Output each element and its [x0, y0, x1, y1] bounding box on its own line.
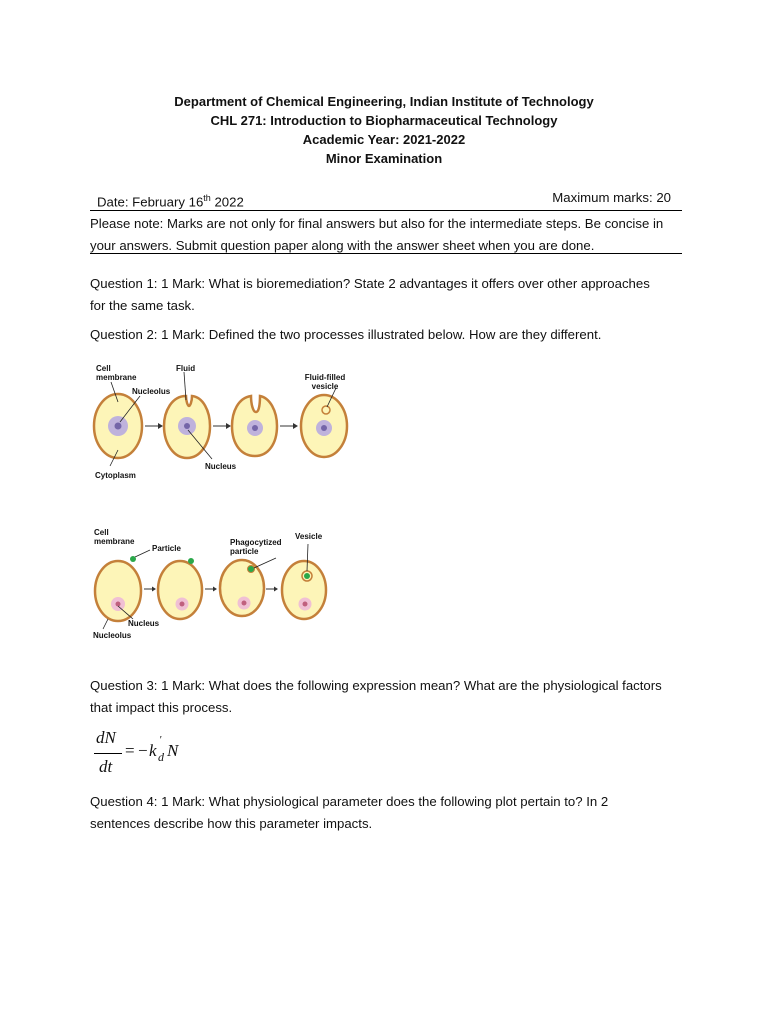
arrowhead-2 [213, 587, 217, 592]
nucleolus-4 [321, 425, 327, 431]
arrowhead-3 [293, 423, 298, 429]
nucleolus-3 [242, 601, 247, 606]
cell-1 [95, 561, 141, 621]
label-fluid-filled: Fluid-filled [304, 373, 346, 382]
nucleolus-1 [115, 423, 122, 430]
particle-3 [248, 566, 255, 573]
date-year: 2022 [210, 194, 244, 210]
label-nucleus-1: Nucleus [205, 462, 237, 471]
nucleolus-4 [303, 602, 308, 607]
particle-2 [188, 558, 194, 564]
fraction-bar [94, 753, 122, 754]
question-4: Question 4: 1 Mark: What physiological parameter does the following plot pertain to? In 2 sentences describe how this parameter impacts. [90, 794, 609, 831]
fluid-vesicle [322, 406, 330, 414]
cell-2 [158, 561, 202, 619]
nucleolus-2 [180, 602, 185, 607]
figure-pinocytosis [88, 356, 350, 506]
label-fluid: Fluid [176, 364, 196, 373]
academic-year-heading: Academic Year: 2021-2022 [302, 132, 466, 147]
equation-n: N [167, 741, 179, 760]
label-cell-2: Cell [94, 528, 109, 537]
pointer-phago [254, 558, 276, 568]
label-nucleus-2: Nucleus [128, 619, 160, 628]
pointer-particle [135, 550, 150, 557]
divider-bottom [90, 253, 682, 254]
question-3: Question 3: 1 Mark: What does the following expression mean? What are the physiological factors that impact this process. [90, 678, 662, 715]
instructions-note: Please note: Marks are not only for final answers but also for the intermediate steps. Be concise in your answers. Submit question paper along with the answer sheet when you are done. [90, 216, 664, 253]
label-membrane-2: membrane [94, 537, 135, 546]
decay-equation [92, 728, 212, 780]
label-cell-1: Cell [96, 364, 111, 373]
equation-minus: − [138, 741, 148, 760]
date-superscript: th [203, 193, 211, 203]
label-particle-2: particle [230, 547, 259, 556]
date-text: Date: February 16 [97, 194, 204, 210]
arrowhead-1 [152, 587, 156, 592]
figure-phagocytosis [88, 526, 338, 646]
divider-top [90, 210, 682, 211]
arrowhead-2 [226, 423, 231, 429]
label-vesicle-2: Vesicle [295, 532, 323, 541]
equation-k: k [149, 741, 157, 760]
exam-heading: Minor Examination [325, 151, 443, 166]
label-vesicle-1: vesicle [311, 382, 339, 391]
equation-prime: ' [159, 734, 162, 746]
particle-4 [304, 573, 310, 579]
label-nucleolus-1: Nucleolus [132, 387, 171, 396]
label-nucleolus-2: Nucleolus [93, 631, 132, 640]
maximum-marks: Maximum marks: 20 [552, 190, 671, 205]
department-heading: Department of Chemical Engineering, Indian Institute of Technology [174, 94, 594, 109]
nucleolus-2 [184, 423, 190, 429]
arrowhead-3 [274, 587, 278, 592]
label-particle: Particle [152, 544, 181, 553]
label-cytoplasm: Cytoplasm [95, 471, 136, 480]
course-heading: CHL 271: Introduction to Biopharmaceutical Technology [210, 113, 558, 128]
nucleolus-1 [116, 602, 121, 607]
question-1: Question 1: 1 Mark: What is bioremediation? State 2 advantages it offers over other approaches for the same task. [90, 276, 650, 313]
question-2: Question 2: 1 Mark: Defined the two processes illustrated below. How are they different. [90, 327, 602, 342]
nucleolus-3 [252, 425, 258, 431]
equation-numerator: dN [96, 728, 116, 747]
pointer-nucleolus [103, 619, 108, 629]
equation-equals: = [125, 741, 135, 760]
equation-denominator: dt [99, 757, 113, 776]
label-membrane-1: membrane [96, 373, 137, 382]
arrowhead-1 [158, 423, 163, 429]
label-phagocytized: Phagocytized [230, 538, 282, 547]
equation-subscript-d: d [158, 750, 164, 764]
